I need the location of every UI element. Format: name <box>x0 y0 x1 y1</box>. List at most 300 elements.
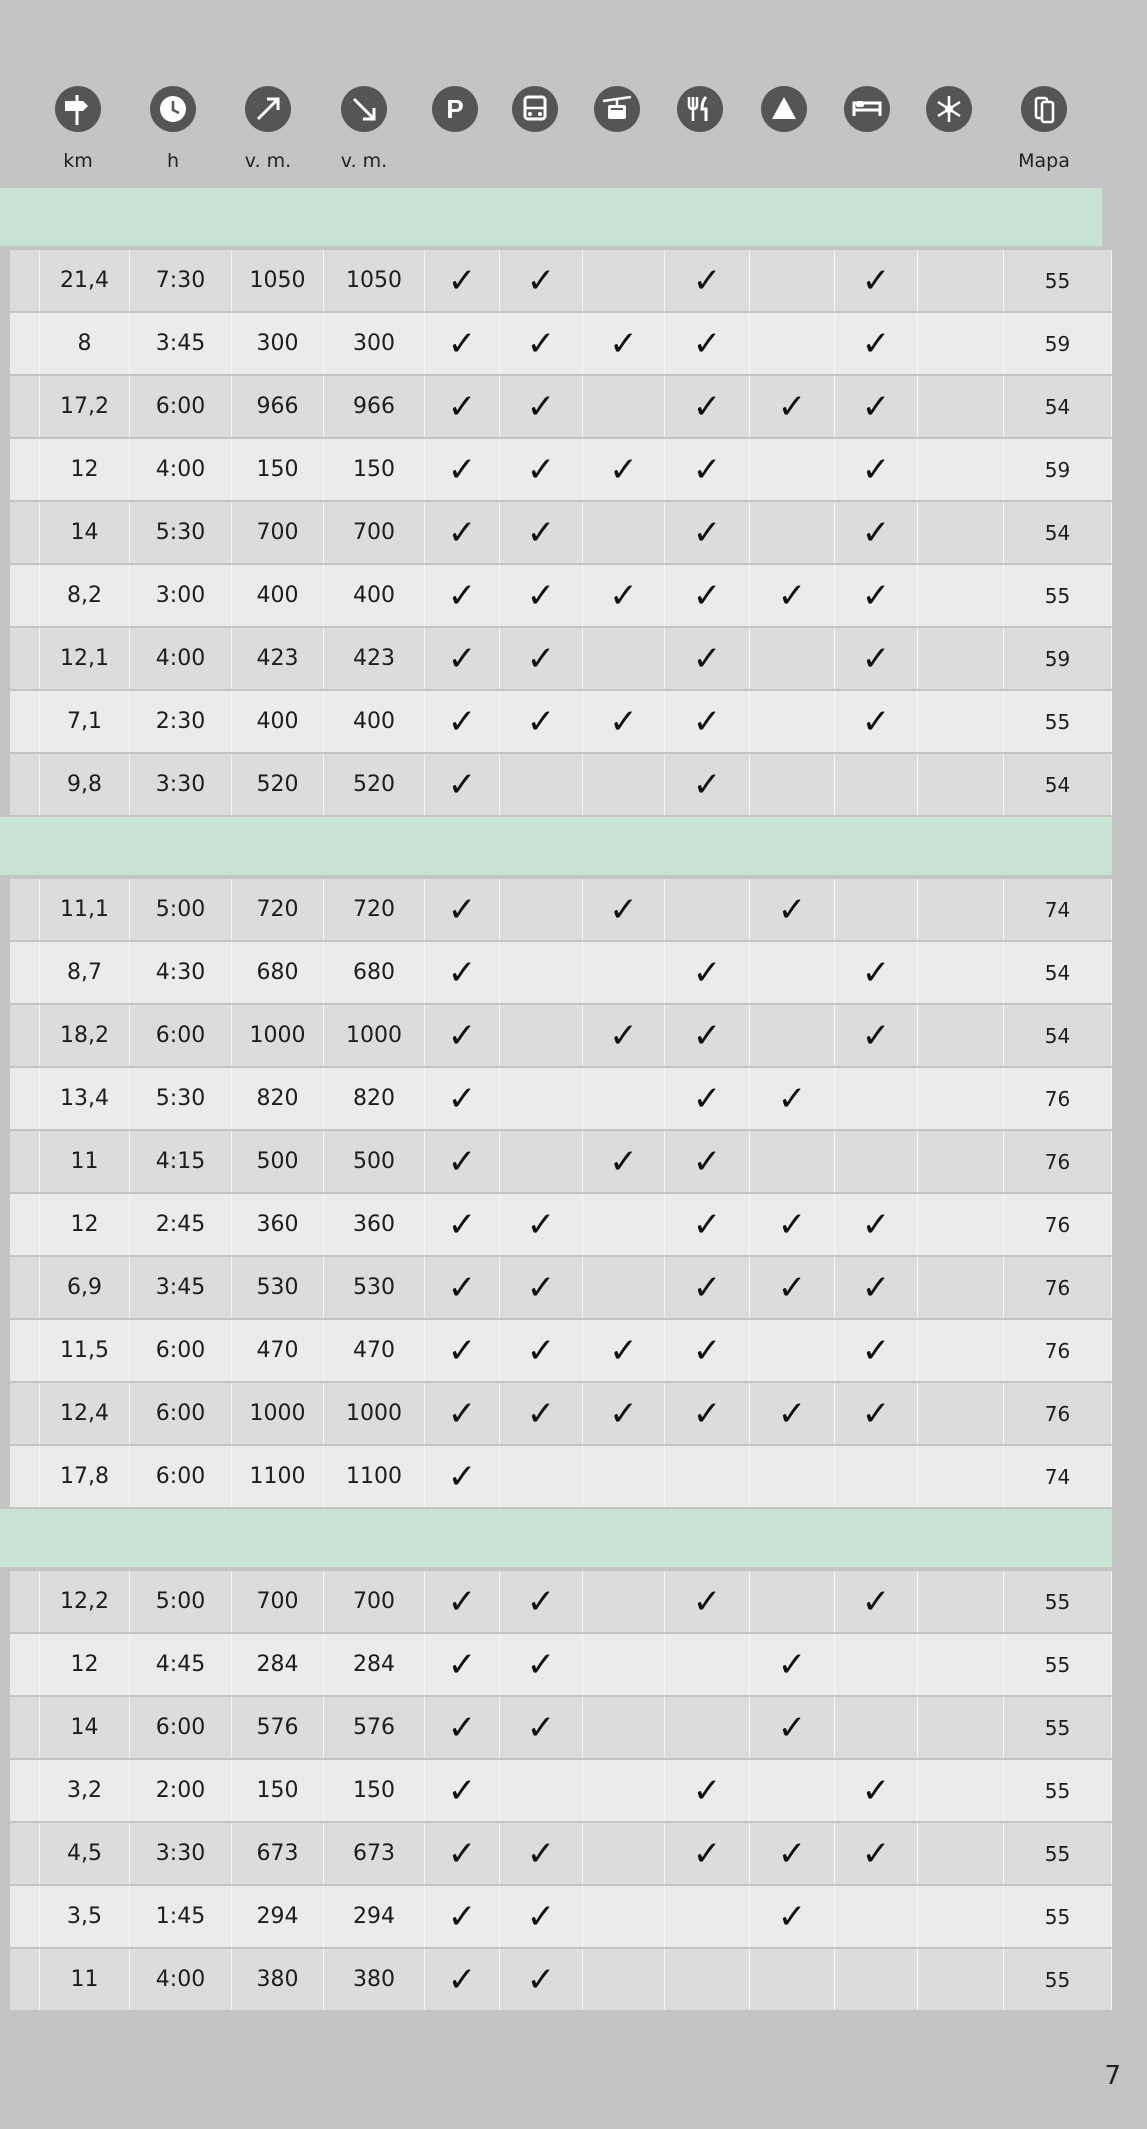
descent-cell: 423 <box>324 628 425 689</box>
table-row <box>0 1823 1112 1884</box>
row-margin-cell <box>10 1760 40 1821</box>
row-margin-cell <box>10 1383 40 1444</box>
amenity-cell <box>918 1068 1004 1129</box>
amenity-cell <box>500 1257 583 1318</box>
distance-cell: 14 <box>40 1697 130 1758</box>
distance-cell: 8,2 <box>40 565 130 626</box>
amenity-cell <box>750 1194 835 1255</box>
ascent-cell: 673 <box>232 1823 324 1884</box>
checkmark-icon: ✓ <box>692 1015 722 1056</box>
amenity-cell <box>665 1634 750 1695</box>
amenity-cell <box>918 628 1004 689</box>
checkmark-icon: ✓ <box>526 1707 556 1748</box>
checkmark-icon: ✓ <box>447 889 477 930</box>
ascent-cell: 576 <box>232 1697 324 1758</box>
amenity-cell <box>425 942 500 1003</box>
duration-cell: 1:45 <box>130 1886 232 1947</box>
bus-icon <box>512 86 558 132</box>
checkmark-icon: ✓ <box>447 575 477 616</box>
descent-cell: 530 <box>324 1257 425 1318</box>
amenity-cell <box>750 1571 835 1632</box>
amenity-cell <box>750 1823 835 1884</box>
row-margin-cell <box>10 376 40 437</box>
header-label: Mapa <box>1018 150 1070 172</box>
amenity-cell <box>583 1194 665 1255</box>
descent-cell: 576 <box>324 1697 425 1758</box>
amenity-cell <box>500 502 583 563</box>
distance-cell: 8,7 <box>40 942 130 1003</box>
duration-cell: 4:00 <box>130 439 232 500</box>
checkmark-icon: ✓ <box>692 1393 722 1434</box>
distance-cell: 4,5 <box>40 1823 130 1884</box>
checkmark-icon: ✓ <box>777 1644 807 1685</box>
distance-cell: 21,4 <box>40 250 130 311</box>
checkmark-icon: ✓ <box>447 1770 477 1811</box>
table-row <box>0 250 1112 311</box>
checkmark-icon: ✓ <box>447 260 477 301</box>
checkmark-icon: ✓ <box>692 449 722 490</box>
amenity-cell <box>918 1383 1004 1444</box>
checkmark-icon: ✓ <box>861 449 891 490</box>
amenity-cell <box>750 1760 835 1821</box>
amenity-cell <box>750 1634 835 1695</box>
amenity-cell <box>835 313 918 374</box>
descent-cell: 470 <box>324 1320 425 1381</box>
amenity-cell <box>583 1886 665 1947</box>
ascent-cell: 500 <box>232 1131 324 1192</box>
amenity-cell <box>835 1320 918 1381</box>
amenity-cell <box>835 942 918 1003</box>
map-cell: 76 <box>1004 1320 1112 1381</box>
distance-cell: 12,4 <box>40 1383 130 1444</box>
distance-cell: 3,5 <box>40 1886 130 1947</box>
ascent-arrow-icon <box>245 86 291 132</box>
checkmark-icon: ✓ <box>526 260 556 301</box>
distance-cell: 14 <box>40 502 130 563</box>
map-cell: 74 <box>1004 1446 1112 1507</box>
ascent-cell: 700 <box>232 502 324 563</box>
checkmark-icon: ✓ <box>692 1141 722 1182</box>
amenity-cell <box>835 1383 918 1444</box>
table-row <box>0 1571 1112 1632</box>
duration-cell: 6:00 <box>130 1320 232 1381</box>
checkmark-icon: ✓ <box>447 1015 477 1056</box>
row-margin-cell <box>10 942 40 1003</box>
duration-cell: 5:30 <box>130 1068 232 1129</box>
amenity-cell <box>583 313 665 374</box>
checkmark-icon: ✓ <box>526 1204 556 1245</box>
amenity-cell <box>750 1886 835 1947</box>
checkmark-icon: ✓ <box>861 1770 891 1811</box>
checkmark-icon: ✓ <box>777 1204 807 1245</box>
amenity-cell <box>500 879 583 940</box>
checkmark-icon: ✓ <box>692 386 722 427</box>
amenity-cell <box>665 1886 750 1947</box>
amenity-cell <box>500 1383 583 1444</box>
row-margin-cell <box>10 1131 40 1192</box>
amenity-cell <box>425 376 500 437</box>
amenity-cell <box>425 628 500 689</box>
checkmark-icon: ✓ <box>692 1204 722 1245</box>
amenity-cell <box>425 1131 500 1192</box>
descent-cell: 380 <box>324 1949 425 2010</box>
amenity-cell <box>665 1320 750 1381</box>
descent-cell: 400 <box>324 691 425 752</box>
amenity-cell <box>665 565 750 626</box>
checkmark-icon: ✓ <box>861 1330 891 1371</box>
descent-cell: 820 <box>324 1068 425 1129</box>
map-cell: 76 <box>1004 1383 1112 1444</box>
amenity-cell <box>665 1949 750 2010</box>
checkmark-icon: ✓ <box>447 1204 477 1245</box>
checkmark-icon: ✓ <box>861 1015 891 1056</box>
checkmark-icon: ✓ <box>861 1204 891 1245</box>
amenity-cell <box>918 439 1004 500</box>
descent-cell: 150 <box>324 1760 425 1821</box>
duration-cell: 2:30 <box>130 691 232 752</box>
amenity-cell <box>665 250 750 311</box>
checkmark-icon: ✓ <box>692 764 722 805</box>
amenity-cell <box>665 1571 750 1632</box>
descent-cell: 720 <box>324 879 425 940</box>
duration-cell: 3:45 <box>130 1257 232 1318</box>
ascent-cell: 360 <box>232 1194 324 1255</box>
amenity-cell <box>750 439 835 500</box>
amenity-cell <box>918 1194 1004 1255</box>
amenity-cell <box>750 1697 835 1758</box>
amenity-cell <box>583 1005 665 1066</box>
amenity-cell <box>750 376 835 437</box>
ascent-cell: 966 <box>232 376 324 437</box>
descent-cell: 300 <box>324 313 425 374</box>
amenity-cell <box>750 1446 835 1507</box>
amenity-cell <box>425 754 500 815</box>
distance-cell: 11 <box>40 1131 130 1192</box>
amenity-cell <box>918 879 1004 940</box>
amenity-cell <box>583 1823 665 1884</box>
amenity-cell <box>750 1005 835 1066</box>
amenity-cell <box>425 1005 500 1066</box>
amenity-cell <box>500 1194 583 1255</box>
ascent-cell: 150 <box>232 1760 324 1821</box>
duration-cell: 4:45 <box>130 1634 232 1695</box>
duration-cell: 6:00 <box>130 376 232 437</box>
amenity-cell <box>665 1383 750 1444</box>
amenity-cell <box>425 1634 500 1695</box>
amenity-cell <box>918 1446 1004 1507</box>
amenity-cell <box>583 1634 665 1695</box>
amenity-cell <box>835 1257 918 1318</box>
amenity-cell <box>500 1068 583 1129</box>
checkmark-icon: ✓ <box>861 952 891 993</box>
table-row <box>0 754 1112 815</box>
ascent-cell: 1000 <box>232 1005 324 1066</box>
amenity-cell <box>750 1257 835 1318</box>
duration-cell: 4:00 <box>130 628 232 689</box>
table-row <box>0 313 1112 374</box>
amenity-cell <box>583 879 665 940</box>
duration-cell: 4:30 <box>130 942 232 1003</box>
amenity-cell <box>500 313 583 374</box>
row-margin-cell <box>10 439 40 500</box>
duration-cell: 6:00 <box>130 1697 232 1758</box>
table-row <box>0 1446 1112 1507</box>
row-margin-cell <box>10 691 40 752</box>
duration-cell: 3:30 <box>130 1823 232 1884</box>
ascent-cell: 470 <box>232 1320 324 1381</box>
descent-cell: 520 <box>324 754 425 815</box>
amenity-cell <box>665 1131 750 1192</box>
amenity-cell <box>500 1320 583 1381</box>
duration-cell: 6:00 <box>130 1383 232 1444</box>
checkmark-icon: ✓ <box>861 512 891 553</box>
amenity-cell <box>665 1194 750 1255</box>
amenity-cell <box>500 565 583 626</box>
duration-cell: 5:00 <box>130 1571 232 1632</box>
map-cell: 55 <box>1004 250 1112 311</box>
amenity-cell <box>835 1446 918 1507</box>
amenity-cell <box>425 1760 500 1821</box>
amenity-cell <box>665 942 750 1003</box>
amenity-cell <box>665 1005 750 1066</box>
amenity-cell <box>835 1571 918 1632</box>
amenity-cell <box>665 502 750 563</box>
checkmark-icon: ✓ <box>692 512 722 553</box>
amenity-cell <box>583 1383 665 1444</box>
amenity-cell <box>835 1823 918 1884</box>
ascent-cell: 1000 <box>232 1383 324 1444</box>
amenity-cell <box>835 1949 918 2010</box>
summit-icon <box>761 86 807 132</box>
checkmark-icon: ✓ <box>447 386 477 427</box>
amenity-cell <box>750 942 835 1003</box>
winter-icon <box>926 86 972 132</box>
amenity-cell <box>835 1760 918 1821</box>
map-cell: 54 <box>1004 1005 1112 1066</box>
row-margin-cell <box>10 1571 40 1632</box>
signpost-icon <box>55 86 101 132</box>
table-row <box>0 1005 1112 1066</box>
amenity-cell <box>918 942 1004 1003</box>
ascent-cell: 400 <box>232 691 324 752</box>
amenity-cell <box>500 1005 583 1066</box>
checkmark-icon: ✓ <box>526 638 556 679</box>
checkmark-icon: ✓ <box>692 323 722 364</box>
descent-cell: 700 <box>324 1571 425 1632</box>
descent-cell: 500 <box>324 1131 425 1192</box>
ascent-cell: 820 <box>232 1068 324 1129</box>
row-margin-cell <box>10 1005 40 1066</box>
table-row <box>0 1886 1112 1947</box>
distance-cell: 12 <box>40 1634 130 1695</box>
amenity-cell <box>918 250 1004 311</box>
row-margin-cell <box>10 1634 40 1695</box>
descent-cell: 1050 <box>324 250 425 311</box>
amenity-cell <box>918 1760 1004 1821</box>
duration-cell: 4:15 <box>130 1131 232 1192</box>
amenity-cell <box>425 1257 500 1318</box>
checkmark-icon: ✓ <box>447 952 477 993</box>
amenity-cell <box>425 879 500 940</box>
checkmark-icon: ✓ <box>692 1770 722 1811</box>
distance-cell: 11 <box>40 1949 130 2010</box>
descent-cell: 673 <box>324 1823 425 1884</box>
amenity-cell <box>750 1383 835 1444</box>
amenity-cell <box>425 691 500 752</box>
checkmark-icon: ✓ <box>861 386 891 427</box>
descent-cell: 360 <box>324 1194 425 1255</box>
checkmark-icon: ✓ <box>447 638 477 679</box>
duration-cell: 2:45 <box>130 1194 232 1255</box>
descent-arrow-icon <box>341 86 387 132</box>
amenity-cell <box>665 1760 750 1821</box>
amenity-cell <box>425 1697 500 1758</box>
map-cell: 76 <box>1004 1068 1112 1129</box>
checkmark-icon: ✓ <box>526 323 556 364</box>
checkmark-icon: ✓ <box>447 1330 477 1371</box>
amenity-cell <box>750 313 835 374</box>
section-band <box>0 188 1102 246</box>
row-margin-cell <box>10 313 40 374</box>
amenity-cell <box>500 1446 583 1507</box>
map-cell: 54 <box>1004 754 1112 815</box>
checkmark-icon: ✓ <box>526 1833 556 1874</box>
checkmark-icon: ✓ <box>447 1896 477 1937</box>
amenity-cell <box>750 879 835 940</box>
checkmark-icon: ✓ <box>526 575 556 616</box>
page-number: 7 <box>1104 2061 1121 2091</box>
ascent-cell: 1050 <box>232 250 324 311</box>
amenity-cell <box>835 691 918 752</box>
amenity-cell <box>665 628 750 689</box>
amenity-cell <box>500 376 583 437</box>
row-margin-cell <box>10 1194 40 1255</box>
table-row <box>0 1068 1112 1129</box>
amenity-cell <box>500 1697 583 1758</box>
map-cell: 55 <box>1004 1823 1112 1884</box>
amenity-cell <box>918 1571 1004 1632</box>
map-cell: 55 <box>1004 1760 1112 1821</box>
amenity-cell <box>500 1131 583 1192</box>
ascent-cell: 380 <box>232 1949 324 2010</box>
map-cell: 54 <box>1004 942 1112 1003</box>
amenity-cell <box>918 754 1004 815</box>
amenity-cell <box>750 1320 835 1381</box>
checkmark-icon: ✓ <box>692 701 722 742</box>
checkmark-icon: ✓ <box>447 323 477 364</box>
amenity-cell <box>835 502 918 563</box>
row-margin-cell <box>10 502 40 563</box>
amenity-cell <box>665 1823 750 1884</box>
checkmark-icon: ✓ <box>447 1833 477 1874</box>
amenity-cell <box>500 1823 583 1884</box>
amenity-cell <box>835 1886 918 1947</box>
table-row <box>0 1320 1112 1381</box>
row-margin-cell <box>10 1320 40 1381</box>
amenity-cell <box>583 565 665 626</box>
map-cell: 55 <box>1004 1634 1112 1695</box>
bed-icon <box>844 86 890 132</box>
amenity-cell <box>918 313 1004 374</box>
ascent-cell: 150 <box>232 439 324 500</box>
checkmark-icon: ✓ <box>777 1707 807 1748</box>
amenity-cell <box>835 565 918 626</box>
checkmark-icon: ✓ <box>447 1267 477 1308</box>
amenity-cell <box>583 628 665 689</box>
amenity-cell <box>583 1760 665 1821</box>
checkmark-icon: ✓ <box>692 638 722 679</box>
amenity-cell <box>665 439 750 500</box>
amenity-cell <box>918 1886 1004 1947</box>
map-cell: 76 <box>1004 1131 1112 1192</box>
duration-cell: 3:45 <box>130 313 232 374</box>
map-cell: 76 <box>1004 1257 1112 1318</box>
row-margin-cell <box>10 1949 40 2010</box>
table-row <box>0 691 1112 752</box>
checkmark-icon: ✓ <box>447 1078 477 1119</box>
checkmark-icon: ✓ <box>609 323 638 364</box>
row-margin-cell <box>10 1697 40 1758</box>
distance-cell: 6,9 <box>40 1257 130 1318</box>
amenity-cell <box>425 502 500 563</box>
amenity-cell <box>425 1571 500 1632</box>
amenity-cell <box>835 439 918 500</box>
duration-cell: 3:30 <box>130 754 232 815</box>
map-cell: 55 <box>1004 565 1112 626</box>
amenity-cell <box>500 628 583 689</box>
amenity-cell <box>918 1949 1004 2010</box>
checkmark-icon: ✓ <box>609 1015 638 1056</box>
amenity-cell <box>750 754 835 815</box>
distance-cell: 11,5 <box>40 1320 130 1381</box>
table-row <box>0 1760 1112 1821</box>
checkmark-icon: ✓ <box>609 1141 638 1182</box>
amenity-cell <box>835 754 918 815</box>
distance-cell: 8 <box>40 313 130 374</box>
amenity-cell <box>500 942 583 1003</box>
ascent-cell: 680 <box>232 942 324 1003</box>
amenity-cell <box>835 250 918 311</box>
amenity-cell <box>918 1320 1004 1381</box>
table-row <box>0 879 1112 940</box>
map-cell: 55 <box>1004 1571 1112 1632</box>
amenity-cell <box>750 1949 835 2010</box>
checkmark-icon: ✓ <box>526 1644 556 1685</box>
amenity-cell <box>500 691 583 752</box>
row-margin-cell <box>10 250 40 311</box>
checkmark-icon: ✓ <box>777 1393 807 1434</box>
checkmark-icon: ✓ <box>447 1707 477 1748</box>
checkmark-icon: ✓ <box>609 449 638 490</box>
row-margin-cell <box>10 1446 40 1507</box>
row-margin-cell <box>10 1823 40 1884</box>
checkmark-icon: ✓ <box>692 260 722 301</box>
checkmark-icon: ✓ <box>692 1581 722 1622</box>
row-margin-cell <box>10 879 40 940</box>
row-margin-cell <box>10 628 40 689</box>
amenity-cell <box>835 1005 918 1066</box>
checkmark-icon: ✓ <box>861 1833 891 1874</box>
amenity-cell <box>835 879 918 940</box>
checkmark-icon: ✓ <box>861 323 891 364</box>
amenity-cell <box>750 1068 835 1129</box>
amenity-cell <box>583 1068 665 1129</box>
table-row <box>0 1257 1112 1318</box>
duration-cell: 5:00 <box>130 879 232 940</box>
checkmark-icon: ✓ <box>526 701 556 742</box>
amenity-cell <box>665 376 750 437</box>
amenity-cell <box>425 1886 500 1947</box>
